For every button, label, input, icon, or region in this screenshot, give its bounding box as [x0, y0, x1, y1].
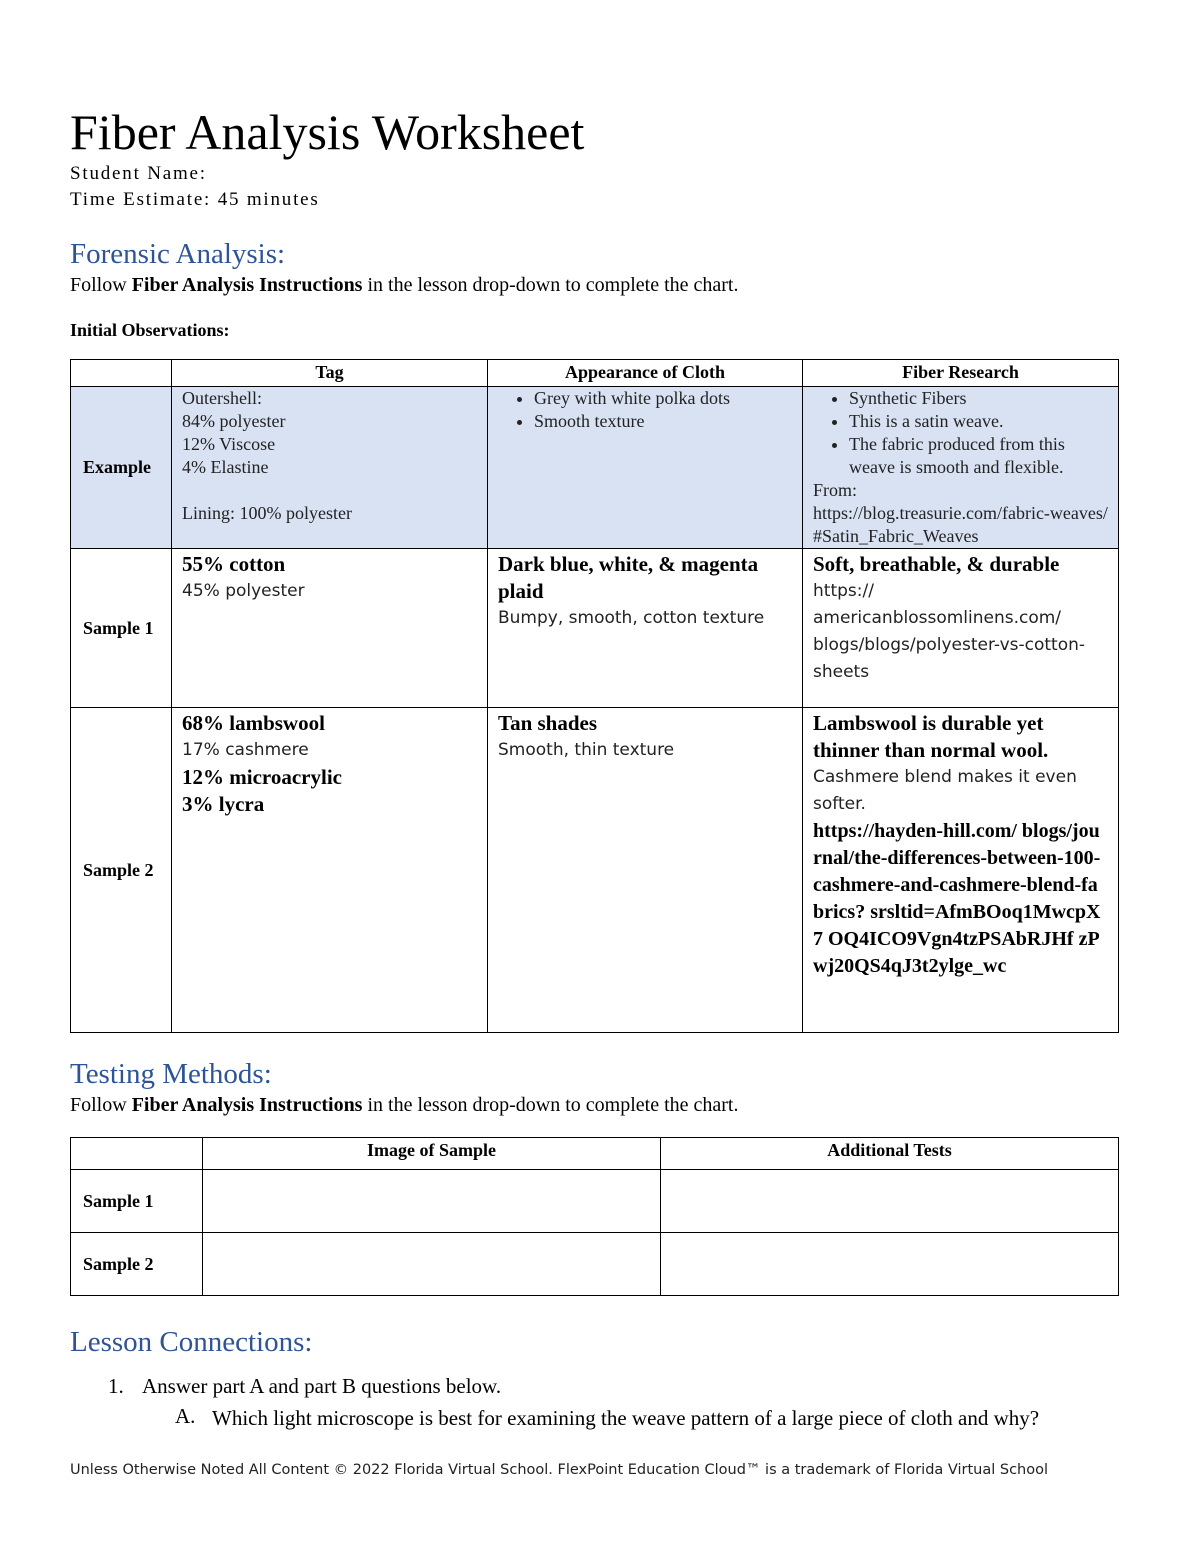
time-estimate: Time Estimate: 45 minutes [70, 189, 320, 210]
row-label: Sample 2 [71, 708, 172, 1033]
list-item: • The fabric produced from this weave is smooth and flexible. [849, 433, 1108, 479]
testing-methods-table [70, 1137, 1119, 1296]
forensic-instructions: Follow Fiber Analysis Instructions in the lesson drop-down to complete the chart. [70, 274, 739, 296]
testing-heading: Testing Methods: [70, 1058, 272, 1090]
appearance-header: Appearance of Cloth [488, 360, 803, 387]
sample2-image-cell[interactable] [203, 1233, 661, 1296]
sample2-row [71, 708, 1119, 1033]
tag-header: Tag [172, 360, 488, 387]
student-name-label: Student Name: [70, 163, 207, 184]
additional-tests-header: Additional Tests [661, 1138, 1119, 1170]
testing-instructions: Follow Fiber Analysis Instructions in the lesson drop-down to complete the chart. [70, 1094, 739, 1116]
list-item: • Grey with white polka dots [534, 387, 792, 410]
sample2-research-link: https://hayden-hill.com/ blogs/journal/the-differences-between-100-cashmere-and-cashmere-blend-fabrics? srsltid=AfmBOoq1MwcpX7 OQ4ICO9Vgn4tzPSAbRJHf zPwj20QS4qJ3t2ylge_wc [813, 820, 1101, 977]
blank-header [71, 1138, 203, 1170]
table-row [71, 1170, 1119, 1233]
row-label: Sample 2 [71, 1233, 203, 1296]
row-label: Sample 1 [71, 549, 172, 708]
example-row [71, 387, 1119, 549]
example-appearance-cell [488, 387, 803, 549]
table-row [71, 1233, 1119, 1296]
lesson-question-1: Answer part A and part B questions below. [142, 1374, 502, 1398]
lesson-question-a: Which light microscope is best for examining the weave pattern of a large piece of cloth and why? [212, 1406, 1040, 1430]
sample1-tag-cell: 55% cotton 45% polyester [172, 549, 488, 708]
initial-observations-table [70, 359, 1119, 1033]
list-item: • Smooth texture [534, 410, 792, 433]
lesson-heading: Lesson Connections: [70, 1326, 313, 1358]
research-header: Fiber Research [803, 360, 1119, 387]
sample1-appearance-cell: Dark blue, white, & magenta plaid Bumpy, smooth, cotton texture [488, 549, 803, 708]
sample1-research-cell: Soft, breathable, & durable https:// americanblossomlinens.com/ blogs/blogs/polyester-vs-cotton-sheets [803, 549, 1119, 708]
row-label: Sample 1 [71, 1170, 203, 1233]
sample1-tests-cell[interactable] [661, 1170, 1119, 1233]
sample2-tests-cell[interactable] [661, 1233, 1119, 1296]
sample2-research-cell: Lambswool is durable yet thinner than normal wool. Cashmere blend makes it even softer. https://hayden-hill.com/ blogs/journal/the-differences-between-100-cashmere-and-cashmere-blend-fabrics? srsltid=AfmBOoq1MwcpX7 OQ4ICO9Vgn4tzPSAbRJHf zPwj20QS4qJ3t2ylge_wc [803, 708, 1119, 1033]
list-item: • This is a satin weave. [849, 410, 1108, 433]
example-tag-cell: Outershell: 84% polyester 12% Viscose 4% Elastine Lining: 100% polyester [172, 387, 488, 549]
page-title: Fiber Analysis Worksheet [70, 104, 585, 160]
example-research-link: https://blog.treasurie.com/fabric-weaves/#Satin_Fabric_Weaves [813, 503, 1108, 546]
sample1-image-cell[interactable] [203, 1170, 661, 1233]
table-header-row [71, 1138, 1119, 1170]
list-item-letter: A. [175, 1404, 196, 1428]
example-research-cell: • Synthetic Fibers • This is a satin weave. • The fabric produced from this weave is smooth and flexible. From: https://blog.treasurie.com/fabric-weaves/#Satin_Fabric_Weaves [803, 387, 1119, 549]
list-item: • Synthetic Fibers [849, 387, 1108, 410]
image-of-sample-header: Image of Sample [203, 1138, 661, 1170]
list-item: 1. [108, 1374, 124, 1398]
sample2-appearance-cell: Tan shades Smooth, thin texture [488, 708, 803, 1033]
forensic-heading: Forensic Analysis: [70, 238, 286, 270]
table-header-row [71, 360, 1119, 387]
sample1-row [71, 549, 1119, 708]
footer-copyright: Unless Otherwise Noted All Content © 2022 Florida Virtual School. FlexPoint Education Cloud™ is a trademark of Florida Virtual School [70, 1462, 1049, 1478]
sample2-tag-cell: 68% lambswool 17% cashmere 12% microacrylic 3% lycra [172, 708, 488, 1033]
row-label: Example [71, 387, 172, 549]
initial-observations-label: Initial Observations: [70, 320, 230, 340]
blank-header [71, 360, 172, 387]
